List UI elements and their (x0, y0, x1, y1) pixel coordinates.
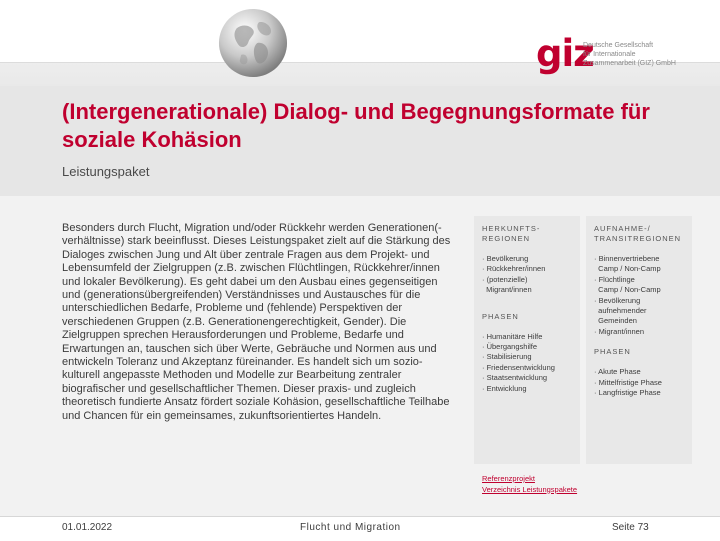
list-item: · Flüchtlinge (594, 274, 635, 284)
phase-list (594, 367, 686, 398)
service-packages-directory-link[interactable]: Verzeichnis Leistungspakete (482, 484, 578, 494)
phase-heading: PHASEN (594, 347, 631, 357)
list-item: · (potenzielle) (482, 274, 528, 284)
list-item: · Humanitäre Hilfe (482, 331, 543, 341)
logo-text: Deutsche Gesellschaft für Internationale Zusammenarbeit (GIZ) GmbH (583, 42, 676, 67)
list-item: · Langfristige Phase (594, 388, 661, 398)
card-heading: HERKUNFTS- REGIONEN (482, 224, 541, 243)
list-item: · Stabilisierung (482, 352, 532, 362)
list-item: · Binnenvertriebene (594, 254, 660, 263)
card-item-list (594, 254, 686, 337)
logo-mark: giz (536, 32, 594, 75)
card-host-transit-regions (586, 216, 692, 464)
list-item: · Rückkehrer/innen (482, 264, 546, 274)
footer-page-number: Seite 73 (612, 522, 649, 533)
list-item: · Mittelfristige Phase (594, 377, 662, 387)
card-origin-regions (474, 216, 580, 464)
list-item: Camp / Non-Camp (594, 264, 661, 274)
card-item-list (482, 254, 574, 296)
list-item: · Bevölkerung (594, 295, 641, 305)
list-item: · Übergangshilfe (482, 342, 538, 352)
list-item: aufnehmender (594, 306, 647, 316)
list-item: · Entwicklung (482, 383, 527, 393)
list-item: · Friedensentwicklung (482, 362, 555, 372)
globe-icon (216, 6, 290, 80)
giz-logo (536, 32, 686, 75)
footer-topic: Flucht und Migration (300, 522, 401, 533)
phase-heading: PHASEN (482, 311, 519, 321)
footer-date: 01.01.2022 (62, 522, 113, 533)
list-item: · Migrant/innen (594, 326, 645, 336)
list-item: Camp / Non-Camp (594, 285, 661, 295)
page-title: (Intergenerationale) Dialog- und Begegnungsformate für soziale Kohäsion (62, 99, 650, 152)
list-item: · Akute Phase (594, 367, 641, 377)
page-subtitle: Leistungspaket (62, 164, 150, 179)
phase-list (482, 332, 574, 394)
reference-links (482, 474, 577, 495)
list-item: · Bevölkerung (482, 254, 529, 263)
body-text: Besonders durch Flucht, Migration und/oder Rückkehr werden Generationen(-verhältnisse) stark beeinflusst. Dieses Leistungspaket zielt auf die Stärkung des Dialoges zwischen Jung und Alt über zentrale Fragen aus dem Projekt- und Lebensumfeld der Zielgruppen (z.B. zwischen Flüchtlingen, Rückkehrer/innen und lokaler Bevölkerung). Es geht dabei um den Ausbau eines gegenseitigen und (generationsübergreifenden) Verständnisses und Austausches für die unterschiedlichen Bedarfe, Probleme und (fehlende) Perspektiven der verschiedenen Gruppen (z.B. Generationengerechtigkeit, Gender). Die Zielgruppen sprechen Herausforderungen und Probleme, Bedarfe und Erwartungen an, tauschen sich über Werte, Gebräuche und Normen aus und entwickeln Toleranz und Akzeptanz füreinander. Es handelt sich um sozio-kulturell angepasste Methoden und Modelle zur Bearbeitung zentraler biografischer und gesellschaftlicher Themen. Dieser praxis- und zugleich theoretisch fundierte Ansatz fördert soziale Kohäsion, gesellschaftliche Teilhabe und Chancen für ein gemeinsames, zukunftsorientiertes Handeln. (62, 222, 451, 422)
reference-project-link[interactable]: Referenzprojekt (482, 474, 535, 483)
list-item: · Staatsentwicklung (482, 373, 548, 383)
list-item: Migrant/innen (482, 285, 532, 295)
card-heading: AUFNAHME-/ TRANSITREGIONEN (594, 224, 682, 243)
list-item: Gemeinden (594, 316, 637, 326)
